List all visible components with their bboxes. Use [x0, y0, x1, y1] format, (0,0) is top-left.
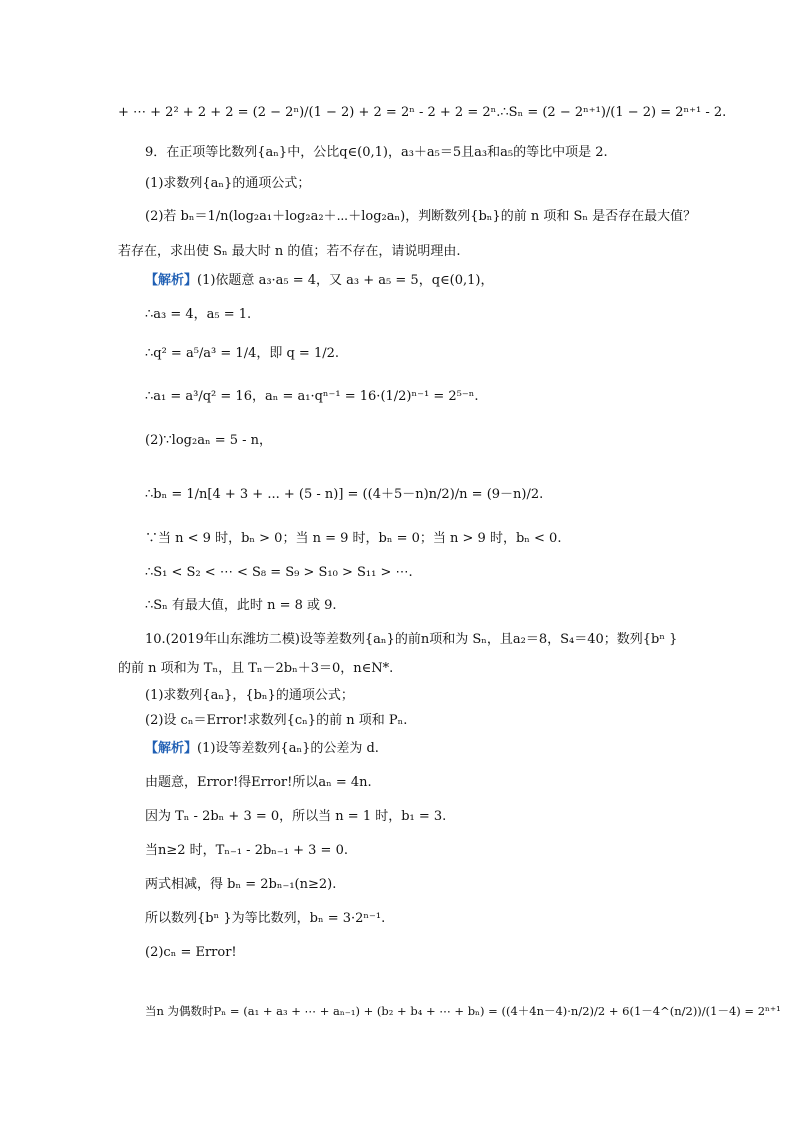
- question-9-part-1: (1)求数列{aₙ}的通项公式；: [145, 176, 311, 191]
- question-9: 9．在正项等比数列{aₙ}中，公比q∈(0,1)，a₃＋a₅＝5且a₃和a₅的等比中项是 2.: [145, 145, 608, 160]
- answer-9-line-6: ∴bₙ = 1/n[4 + 3 + ... + (5 - n)] = ((4＋5－n)n/2)/n = (9－n)/2.: [145, 487, 544, 502]
- question-10-part-2: (2)设 cₙ＝Error!求数列{cₙ}的前 n 项和 Pₙ.: [145, 713, 408, 728]
- answer-10-line-5: 两式相减，得 bₙ = 2bₙ₋₁(n≥2).: [145, 877, 337, 892]
- analysis-label: 【解析】: [145, 273, 198, 288]
- answer-10-line-4: 当n≥2 时，Tₙ₋₁ - 2bₙ₋₁ + 3 = 0.: [145, 843, 348, 858]
- answer-10-line-2: 由题意，Error!得Error!所以aₙ = 4n.: [145, 775, 372, 790]
- answer-9-line-1: [145, 272, 493, 290]
- answer-10-line-3: 因为 Tₙ - 2bₙ + 3 = 0，所以当 n = 1 时，b₁ = 3.: [145, 809, 447, 824]
- answer-10-text-1: (1)设等差数列{aₙ}的公差为 d.: [197, 741, 379, 756]
- answer-10-line-8: 当n 为偶数时Pₙ = (a₁ + a₃ + ⋯ + aₙ₋₁) + (b₂ + b₄ + ⋯ + bₙ) = ((4＋4n－4)·n/2)/2 + 6(1－4^(n/2))/(1－4) = 2ⁿ⁺¹: [145, 1004, 781, 1018]
- answer-9-line-3: ∴q² = a⁵/a³ = 1/4，即 q = 1/2.: [145, 346, 340, 361]
- question-10-part-1: (1)求数列{aₙ}，{bₙ}的通项公式；: [145, 688, 354, 703]
- question-10-cont: 的前 n 项和为 Tₙ，且 Tₙ－2bₙ＋3＝0，n∈N*.: [118, 661, 394, 676]
- question-9-part-2: (2)若 bₙ＝1/n(log₂a₁＋log₂a₂＋⋯＋log₂aₙ)，判断数列{bₙ}的前 n 项和 Sₙ 是否存在最大值？: [145, 209, 697, 224]
- question-10: 10.(2019年山东潍坊二模)设等差数列{aₙ}的前n项和为 Sₙ，且a₂＝8，S₄＝40；数列{bⁿ }: [145, 632, 678, 647]
- answer-10-line-1: [145, 740, 379, 758]
- question-9-part-2-cont: 若存在，求出使 Sₙ 最大时 n 的值；若不存在，请说明理由.: [118, 244, 461, 259]
- answer-9-line-8: ∴S₁ < S₂ < ⋯ < S₈ = S₉ > S₁₀ > S₁₁ > ⋯.: [145, 565, 413, 580]
- answer-9-line-7: ∵当 n < 9 时，bₙ > 0；当 n = 9 时，bₙ = 0；当 n > 9 时，bₙ < 0.: [145, 531, 562, 546]
- analysis-label-2: 【解析】: [145, 741, 198, 756]
- answer-9-line-9: ∴Sₙ 有最大值，此时 n = 8 或 9.: [145, 598, 337, 613]
- answer-9-line-5: (2)∵log₂aₙ = 5 - n，: [145, 433, 273, 448]
- answer-9-line-2: ∴a₃ = 4，a₅ = 1.: [145, 307, 252, 322]
- answer-9-line-4: ∴a₁ = a³/q² = 16，aₙ = a₁·qⁿ⁻¹ = 16·(1/2)ⁿ⁻¹ = 2⁵⁻ⁿ.: [145, 389, 479, 404]
- text-line-1: + ⋯ + 2² + 2 + 2 = (2 − 2ⁿ)/(1 − 2) + 2 = 2ⁿ - 2 + 2 = 2ⁿ.∴Sₙ = (2 − 2ⁿ⁺¹)/(1 − 2) = 2ⁿ⁺¹ - 2.: [118, 105, 727, 120]
- answer-10-line-6: 所以数列{bⁿ }为等比数列，bₙ = 3·2ⁿ⁻¹.: [145, 911, 386, 926]
- answer-9-text-1: (1)依题意 a₃·a₅ = 4，又 a₃ + a₅ = 5，q∈(0,1)，: [197, 273, 494, 288]
- answer-10-line-7: (2)cₙ = Error!: [145, 945, 237, 960]
